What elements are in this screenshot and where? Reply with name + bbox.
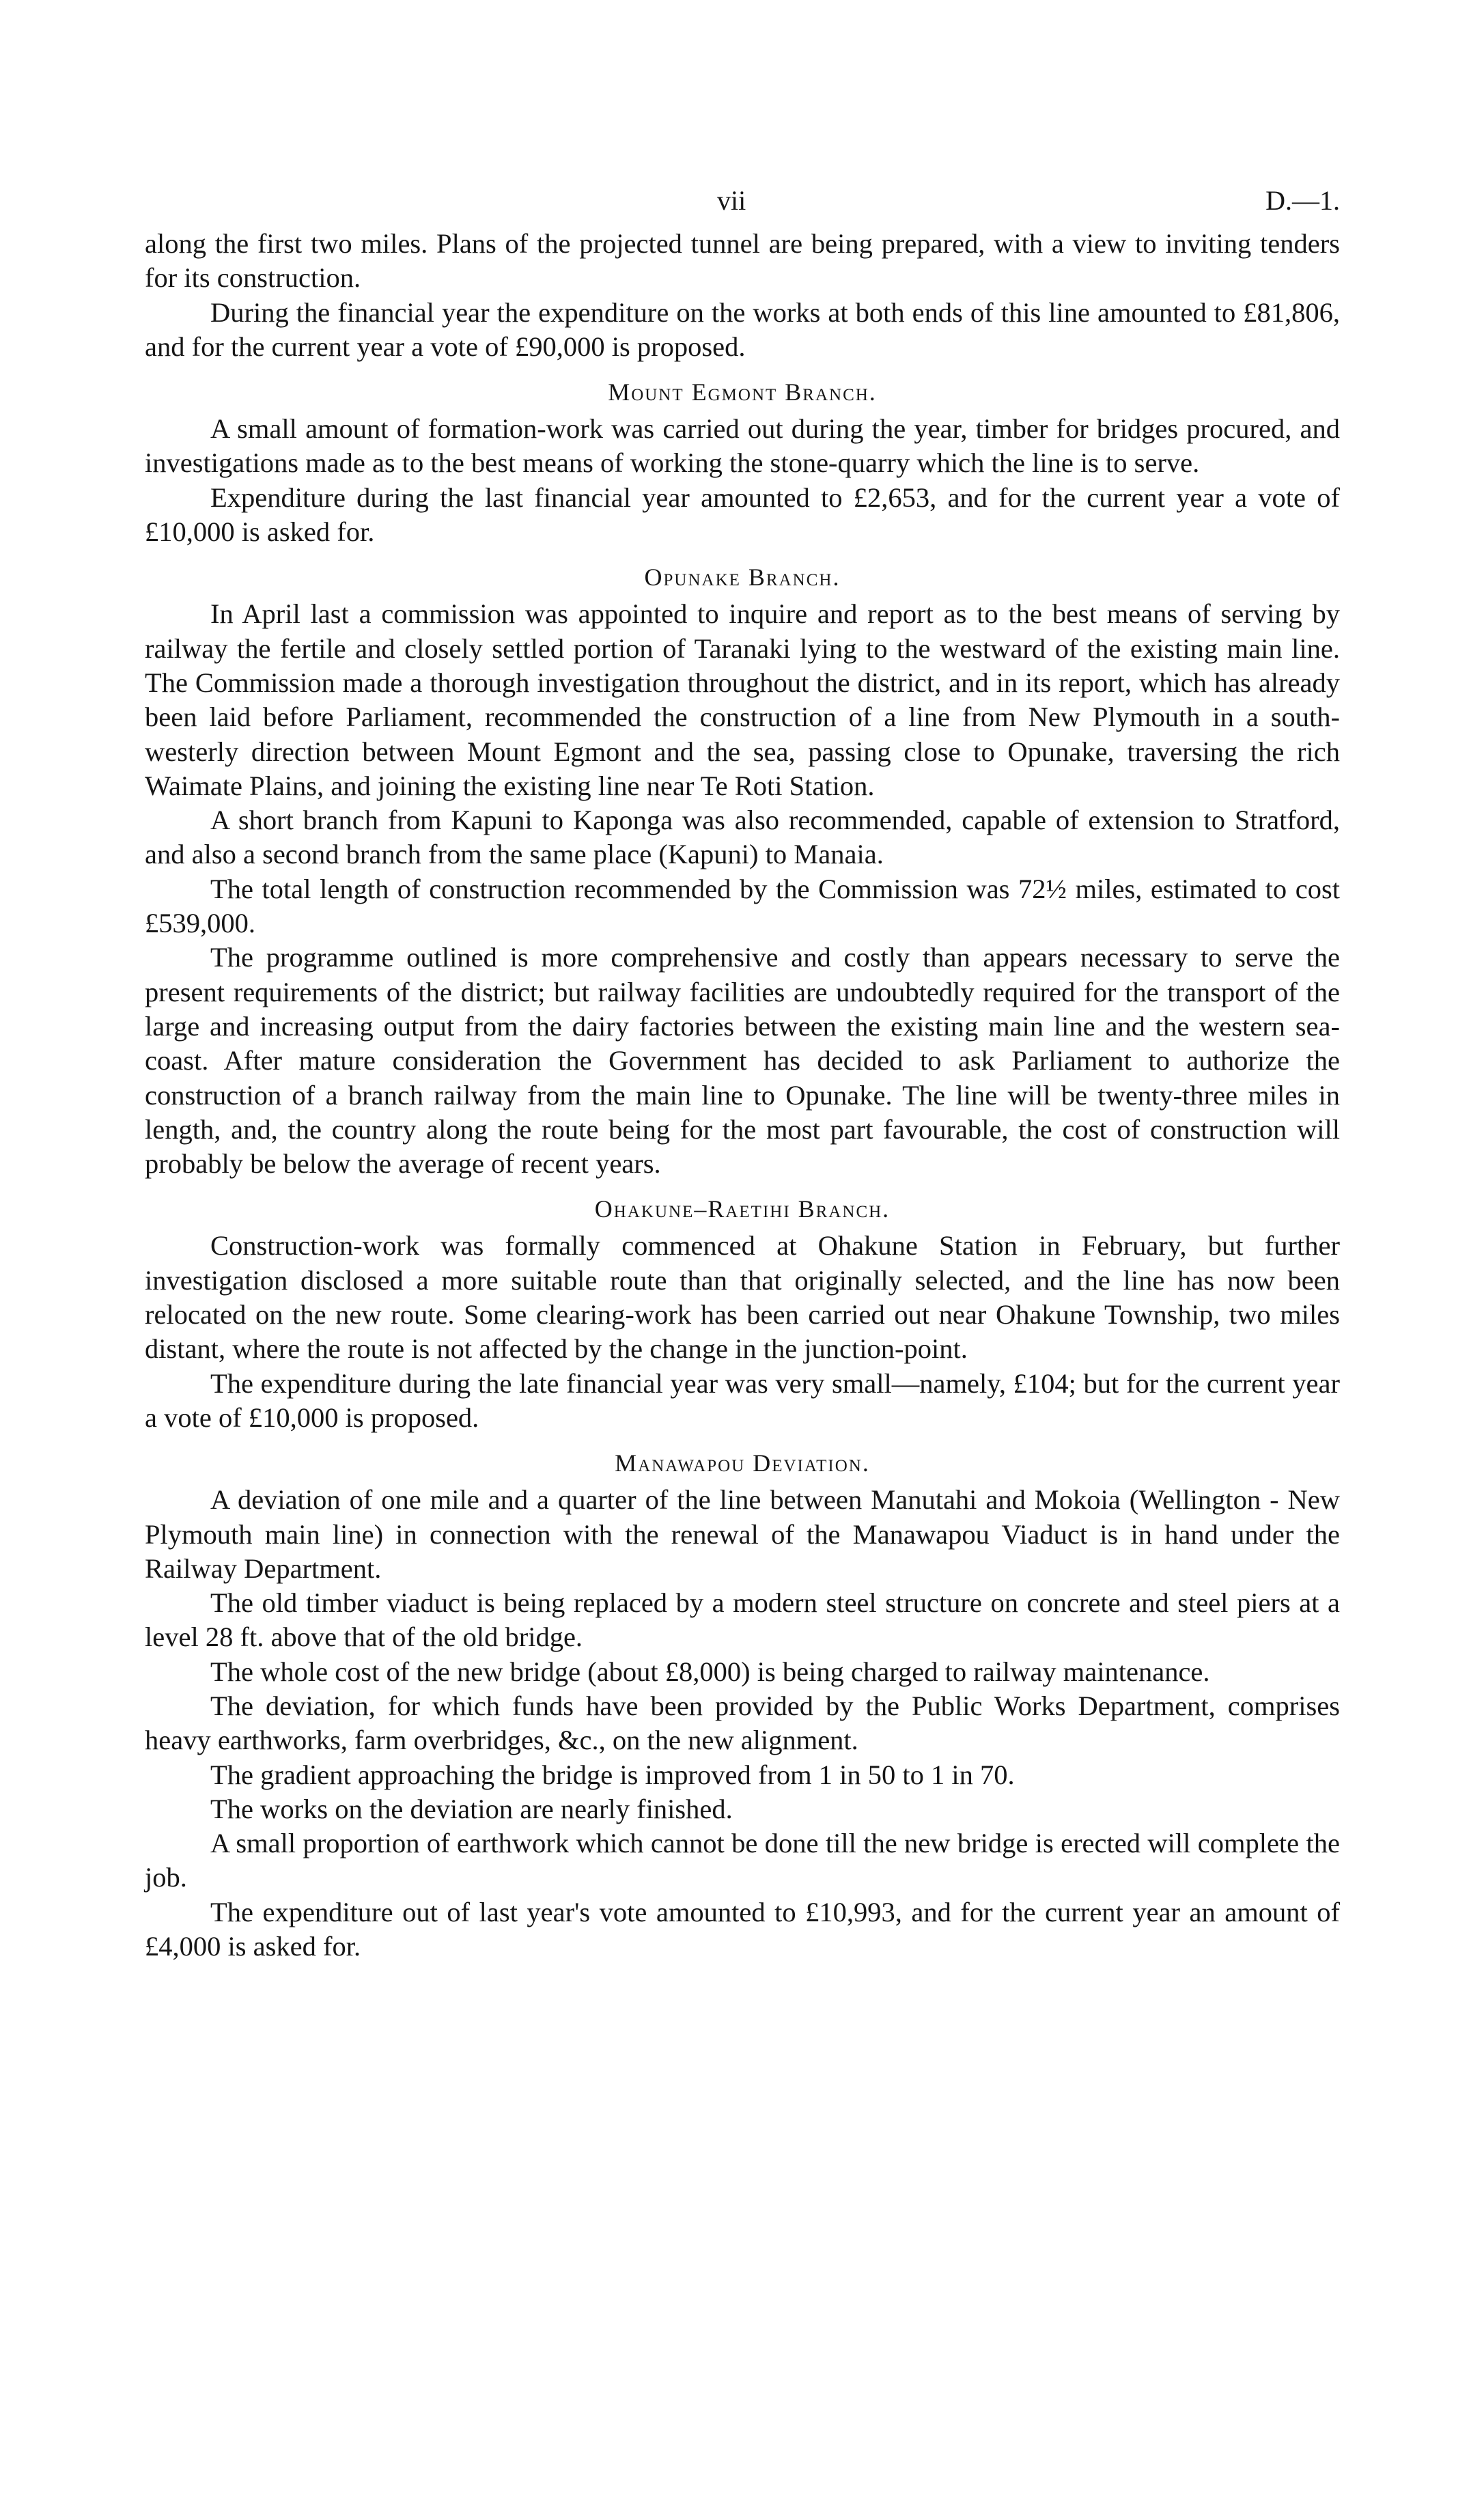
paragraph: A small amount of formation-work was carried out during the year, timber for bridges procured, and investigations made as to the best means of working the stone-quarry which the line is to serve. <box>145 413 1340 479</box>
paragraph: Construction-work was formally commenced at Ohakune Station in February, but further investigation disclosed a more suitable route than that originally selected, and the line has now been relocated on the new route. Some clearing-work has been carried out near Ohakune Township, two miles distant, where the route is not affected by the change in the junction-point. <box>145 1230 1340 1365</box>
paragraph: The deviation, for which funds have been provided by the Public Works Department, comprises heavy earthworks, farm overbridges, &c., on the new alignment. <box>145 1690 1340 1756</box>
paragraph: The expenditure during the late financial year was very small—namely, £104; but for the current year a vote of £10,000 is proposed. <box>145 1367 1340 1433</box>
opunake-section <box>145 560 1340 1181</box>
ohakune-raetihi-section <box>145 1192 1340 1435</box>
paragraph: Expenditure during the last financial year amounted to £2,653, and for the current year a vote of £10,000 is asked for. <box>145 482 1340 548</box>
paragraph: A small proportion of earthwork which cannot be done till the new bridge is erected will complete the job. <box>145 1828 1340 1893</box>
paragraph: The old timber viaduct is being replaced by a modern steel structure on concrete and steel piers at a level 28 ft. above that of the old bridge. <box>145 1587 1340 1653</box>
page-number: vii <box>717 185 746 216</box>
section-heading: Ohakune–Raetihi Branch. <box>594 1195 891 1223</box>
paragraph: along the first two miles. Plans of the projected tunnel are being prepared, with a view to inviting tenders for its construction. <box>145 228 1340 294</box>
paragraph: The gradient approaching the bridge is improved from 1 in 50 to 1 in 70. <box>210 1759 1015 1790</box>
document-page <box>145 179 1340 1964</box>
paragraph: A short branch from Kapuni to Kaponga was also recommended, capable of extension to Stratford, and also a second branch from the same place (Kapuni) to Manaia. <box>145 805 1340 870</box>
intro-section <box>145 227 1340 364</box>
paragraph: During the financial year the expenditure on the works at both ends of this line amounted to £81,806, and for the current year a vote of £90,000 is proposed. <box>145 296 1340 362</box>
manawapou-section <box>145 1446 1340 1964</box>
section-heading: Manawapou Deviation. <box>615 1449 870 1477</box>
page-header <box>145 179 1340 227</box>
paragraph: A deviation of one mile and a quarter of the line between Manutahi and Mokoia (Wellington - New Plymouth main line) in connection with the renewal of the Manawapou Viaduct is in hand under the Railway Department. <box>145 1484 1340 1584</box>
paragraph: The programme outlined is more comprehensive and costly than appears necessary to serve the present requirements of the district; but railway facilities are undoubtedly required for the transport of the large and increasing output from the dairy factories between the existing main line and the western sea-coast. After mature consideration the Government has decided to ask Parliament to authorize the construction of a branch railway from the main line to Opunake. The line will be twenty-three miles in length, and, the country along the route being for the most part favourable, the cost of construction will probably be below the average of recent years. <box>145 942 1340 1180</box>
paragraph: The works on the deviation are nearly finished. <box>210 1793 733 1824</box>
mount-egmont-section <box>145 375 1340 549</box>
paragraph: The whole cost of the new bridge (about £8,000) is being charged to railway maintenance. <box>210 1656 1210 1687</box>
paragraph: In April last a commission was appointed to inquire and report as to the best means of serving by railway the fertile and closely settled portion of Taranaki lying to the westward of the existing main line. The Commission made a thorough investigation throughout the district, and in its report, which has already been laid before Parliament, recommended the construction of a line from New Plymouth in a south-westerly direction between Mount Egmont and the sea, passing close to Opunake, traversing the rich Waimate Plains, and joining the existing line near Te Roti Station. <box>145 598 1340 801</box>
paragraph: The total length of construction recommended by the Commission was 72½ miles, estimated to cost £539,000. <box>145 873 1340 939</box>
paragraph: The expenditure out of last year's vote amounted to £10,993, and for the current year an amount of £4,000 is asked for. <box>145 1896 1340 1962</box>
document-reference: D.—1. <box>1265 185 1340 216</box>
section-heading: Opunake Branch. <box>644 563 841 591</box>
section-heading: Mount Egmont Branch. <box>608 378 877 406</box>
